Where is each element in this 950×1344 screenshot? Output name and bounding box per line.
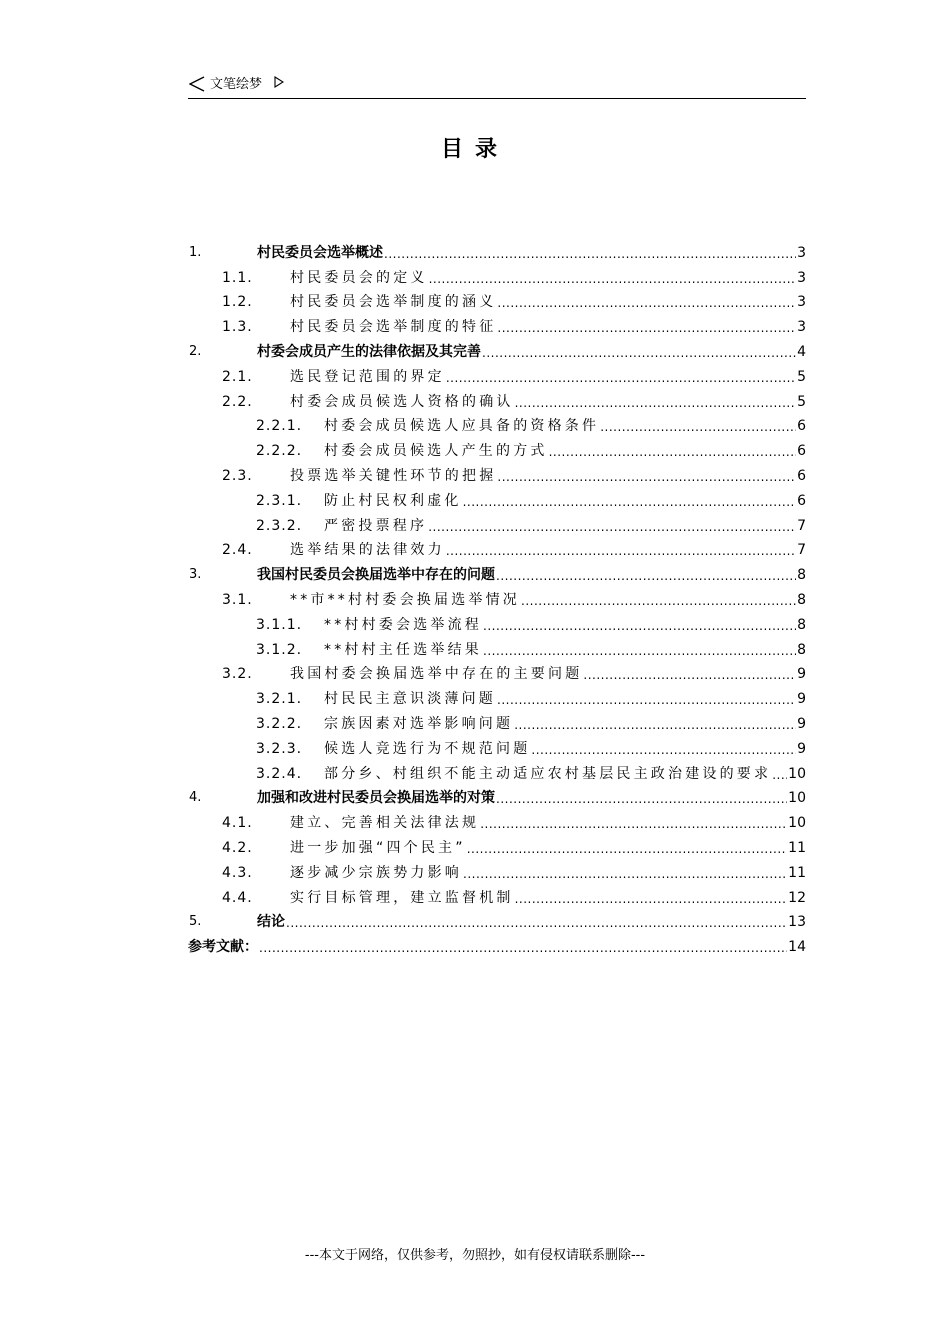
toc-dot-leader [515, 891, 788, 907]
toc-entry[interactable] [188, 807, 806, 832]
toc-entry[interactable] [188, 510, 806, 535]
toc-page-number: 5 [797, 393, 806, 410]
toc-entry[interactable] [188, 460, 806, 485]
triangle-right-icon [274, 76, 284, 88]
toc-entry[interactable] [188, 435, 806, 460]
toc-dot-leader [483, 643, 796, 659]
toc-dot-leader [428, 519, 796, 535]
toc-dot-leader [549, 444, 796, 460]
toc-dot-leader [496, 568, 796, 584]
toc-entry-text: 村民委员会选举制度的涵义 [290, 294, 497, 311]
toc-dot-leader [497, 692, 796, 708]
toc-page-number: 8 [797, 591, 806, 608]
toc-entry-text: 选举结果的法律效力 [290, 542, 445, 559]
toc-page-number: 5 [797, 368, 806, 385]
toc-entry[interactable] [188, 634, 806, 659]
toc-dot-leader [467, 841, 787, 857]
toc-entry[interactable] [188, 609, 806, 634]
toc-entry[interactable] [188, 758, 806, 783]
toc-entry-number: 3.2.2. [256, 715, 303, 732]
toc-page-number: 11 [788, 839, 806, 856]
toc-entry[interactable] [188, 907, 806, 932]
toc-entry[interactable] [188, 659, 806, 684]
toc-dot-leader [429, 271, 796, 287]
toc-page-number: 13 [788, 914, 806, 931]
toc-dot-leader [497, 295, 796, 311]
toc-entry-text: 候选人竞选行为不规范问题 [324, 740, 531, 757]
toc-page-number: 3 [797, 294, 806, 311]
toc-entry-number: 1.1. [222, 269, 253, 286]
toc-dot-leader [531, 742, 796, 758]
toc-page-number: 9 [797, 691, 806, 708]
toc-dot-leader [772, 767, 787, 783]
toc-page-number: 7 [797, 517, 806, 534]
toc-entry[interactable] [188, 857, 806, 882]
toc-entry-text: 村委会成员产生的法律依据及其完善 [257, 343, 481, 360]
toc-entry-text: 加强和改进村民委员会换届选举的对策 [257, 790, 495, 807]
toc-entry[interactable] [188, 783, 806, 808]
toc-entry-text: 部分乡、村组织不能主动适应农村基层民主政治建设的要求 [324, 765, 772, 782]
toc-entry-text: **村村委会选举流程 [324, 616, 482, 633]
toc-entry-number: 2. [189, 343, 202, 359]
toc-page-number: 9 [797, 740, 806, 757]
toc-entry[interactable] [188, 311, 806, 336]
toc-entry-number: 2.2.2. [256, 443, 303, 460]
header-title: 文笔绘梦 [210, 77, 263, 92]
toc-entry-number: 3.1. [222, 591, 253, 608]
toc-entry-text: 我国村委会换届选举中存在的主要问题 [290, 666, 583, 683]
toc-dot-leader [514, 717, 796, 733]
toc-entry-text: 建立、完善相关法律法规 [290, 815, 480, 832]
toc-entry-text: 我国村民委员会换届选举中存在的问题 [257, 567, 495, 584]
toc-dot-leader [446, 543, 796, 559]
toc-entry-number: 3.1.2. [256, 641, 303, 658]
toc-page-number: 9 [797, 666, 806, 683]
toc-page-number: 7 [797, 542, 806, 559]
toc-entry-text: 实行目标管理，建立监督机制 [290, 889, 514, 906]
toc-entry-number: 1.3. [222, 319, 253, 336]
toc-dot-leader [600, 419, 796, 435]
toc-entry-number: 2.2. [222, 393, 253, 410]
toc-entry-text: **村村主任选举结果 [324, 641, 482, 658]
toc-entry[interactable] [188, 237, 806, 262]
toc-entry[interactable] [188, 287, 806, 312]
toc-entry[interactable] [188, 386, 806, 411]
toc-entry-number: 3.2. [222, 666, 253, 683]
toc-entry-number: 4.3. [222, 864, 253, 881]
toc-dot-leader [483, 618, 796, 634]
toc-page-number: 6 [797, 443, 806, 460]
toc-entry[interactable] [188, 882, 806, 907]
toc-page-number: 3 [797, 244, 806, 261]
toc-entry-text: 选民登记范围的界定 [290, 368, 445, 385]
toc-dot-leader [463, 866, 787, 882]
toc-entry-number: 3.2.3. [256, 740, 303, 757]
toc-entry[interactable] [188, 485, 806, 510]
toc-entry-number: 3.2.1. [256, 691, 303, 708]
toc-entry[interactable] [188, 411, 806, 436]
toc-entry-text: 投票选举关键性环节的把握 [290, 467, 497, 484]
toc-page-number: 10 [788, 765, 806, 782]
toc-entry-text: 村民委员会的定义 [290, 269, 428, 286]
toc-page-number: 10 [788, 790, 806, 807]
toc-dot-leader [384, 246, 796, 262]
toc-entry-number: 4.4. [222, 889, 253, 906]
toc-entry[interactable] [188, 584, 806, 609]
toc-title: 目录 [440, 137, 509, 162]
toc-entry[interactable] [188, 931, 806, 956]
toc-entry-text: 村委会成员候选人资格的确认 [290, 393, 514, 410]
toc-page-number: 10 [788, 815, 806, 832]
toc-page-number: 8 [797, 616, 806, 633]
toc-entry-text: 村民民主意识淡薄问题 [324, 691, 496, 708]
toc-entry[interactable] [188, 559, 806, 584]
toc-dot-leader [497, 320, 796, 336]
toc-entry-number: 1.2. [222, 294, 253, 311]
toc-entry-number: 4. [189, 790, 202, 806]
toc-dot-leader [496, 791, 787, 807]
toc-entry-text: 村民委员会选举制度的特征 [290, 319, 497, 336]
toc-page-number: 14 [788, 939, 806, 956]
toc-entry-text: 宗族因素对选举影响问题 [324, 715, 514, 732]
toc-page-number: 11 [788, 864, 806, 881]
toc-entry-number: 2.4. [222, 542, 253, 559]
toc-page-number: 4 [797, 343, 806, 360]
toc-entry-number: 4.1. [222, 815, 253, 832]
toc-entry-text: 严密投票程序 [324, 517, 428, 534]
toc-entry-text: 防止村民权利虚化 [324, 492, 462, 509]
toc-entry-number: 2.3.2. [256, 517, 303, 534]
toc-entry[interactable] [188, 361, 806, 386]
table-of-contents [188, 237, 806, 956]
toc-dot-leader [463, 494, 796, 510]
toc-entry-number: 2.3. [222, 467, 253, 484]
toc-entry[interactable] [188, 733, 806, 758]
toc-entry[interactable] [188, 708, 806, 733]
toc-entry[interactable] [188, 262, 806, 287]
toc-page-number: 6 [797, 492, 806, 509]
toc-entry-number: 2.2.1. [256, 418, 303, 435]
toc-dot-leader [583, 667, 796, 683]
toc-entry-number: 5. [189, 914, 202, 930]
toc-entry-text: 进一步加强“四个民主” [290, 839, 466, 856]
toc-entry-number: 4.2. [222, 839, 253, 856]
toc-page-number: 12 [788, 889, 806, 906]
toc-entry-text: 结论 [257, 914, 285, 931]
toc-entry[interactable] [188, 535, 806, 560]
toc-entry-text: **市**村村委会换届选举情况 [290, 591, 520, 608]
toc-entry-number: 2.3.1. [256, 492, 303, 509]
triangle-left-icon [189, 76, 205, 92]
toc-dot-leader [521, 593, 796, 609]
toc-page-number: 6 [797, 418, 806, 435]
toc-entry-text: 村委会成员候选人应具备的资格条件 [324, 418, 600, 435]
toc-entry-text: 村民委员会选举概述 [257, 244, 383, 261]
toc-entry[interactable] [188, 336, 806, 361]
toc-entry-number: 1. [189, 244, 202, 260]
toc-dot-leader [286, 915, 787, 931]
toc-entry-number: 3.2.4. [256, 765, 303, 782]
page-header [188, 74, 806, 99]
toc-dot-leader [515, 395, 796, 411]
toc-page-number: 8 [797, 567, 806, 584]
footer-note: ---本文于网络，仅供参考，勿照抄，如有侵权请联系删除--- [304, 1248, 646, 1263]
toc-entry-number: 2.1. [222, 368, 253, 385]
toc-page-number: 3 [797, 319, 806, 336]
toc-entry[interactable] [188, 683, 806, 708]
toc-dot-leader [497, 469, 796, 485]
toc-dot-leader [446, 370, 796, 386]
toc-dot-leader [259, 940, 787, 956]
toc-entry[interactable] [188, 832, 806, 857]
toc-page-number: 3 [797, 269, 806, 286]
toc-page-number: 6 [797, 467, 806, 484]
toc-page-number: 8 [797, 641, 806, 658]
toc-entry-number: 3.1.1. [256, 616, 303, 633]
toc-dot-leader [482, 345, 796, 361]
toc-entry-text: 参考文献： [188, 939, 258, 956]
toc-entry-text: 村委会成员候选人产生的方式 [324, 443, 548, 460]
toc-dot-leader [480, 816, 787, 832]
toc-entry-number: 3. [189, 567, 202, 583]
toc-page-number: 9 [797, 715, 806, 732]
toc-entry-text: 逐步减少宗族势力影响 [290, 864, 462, 881]
